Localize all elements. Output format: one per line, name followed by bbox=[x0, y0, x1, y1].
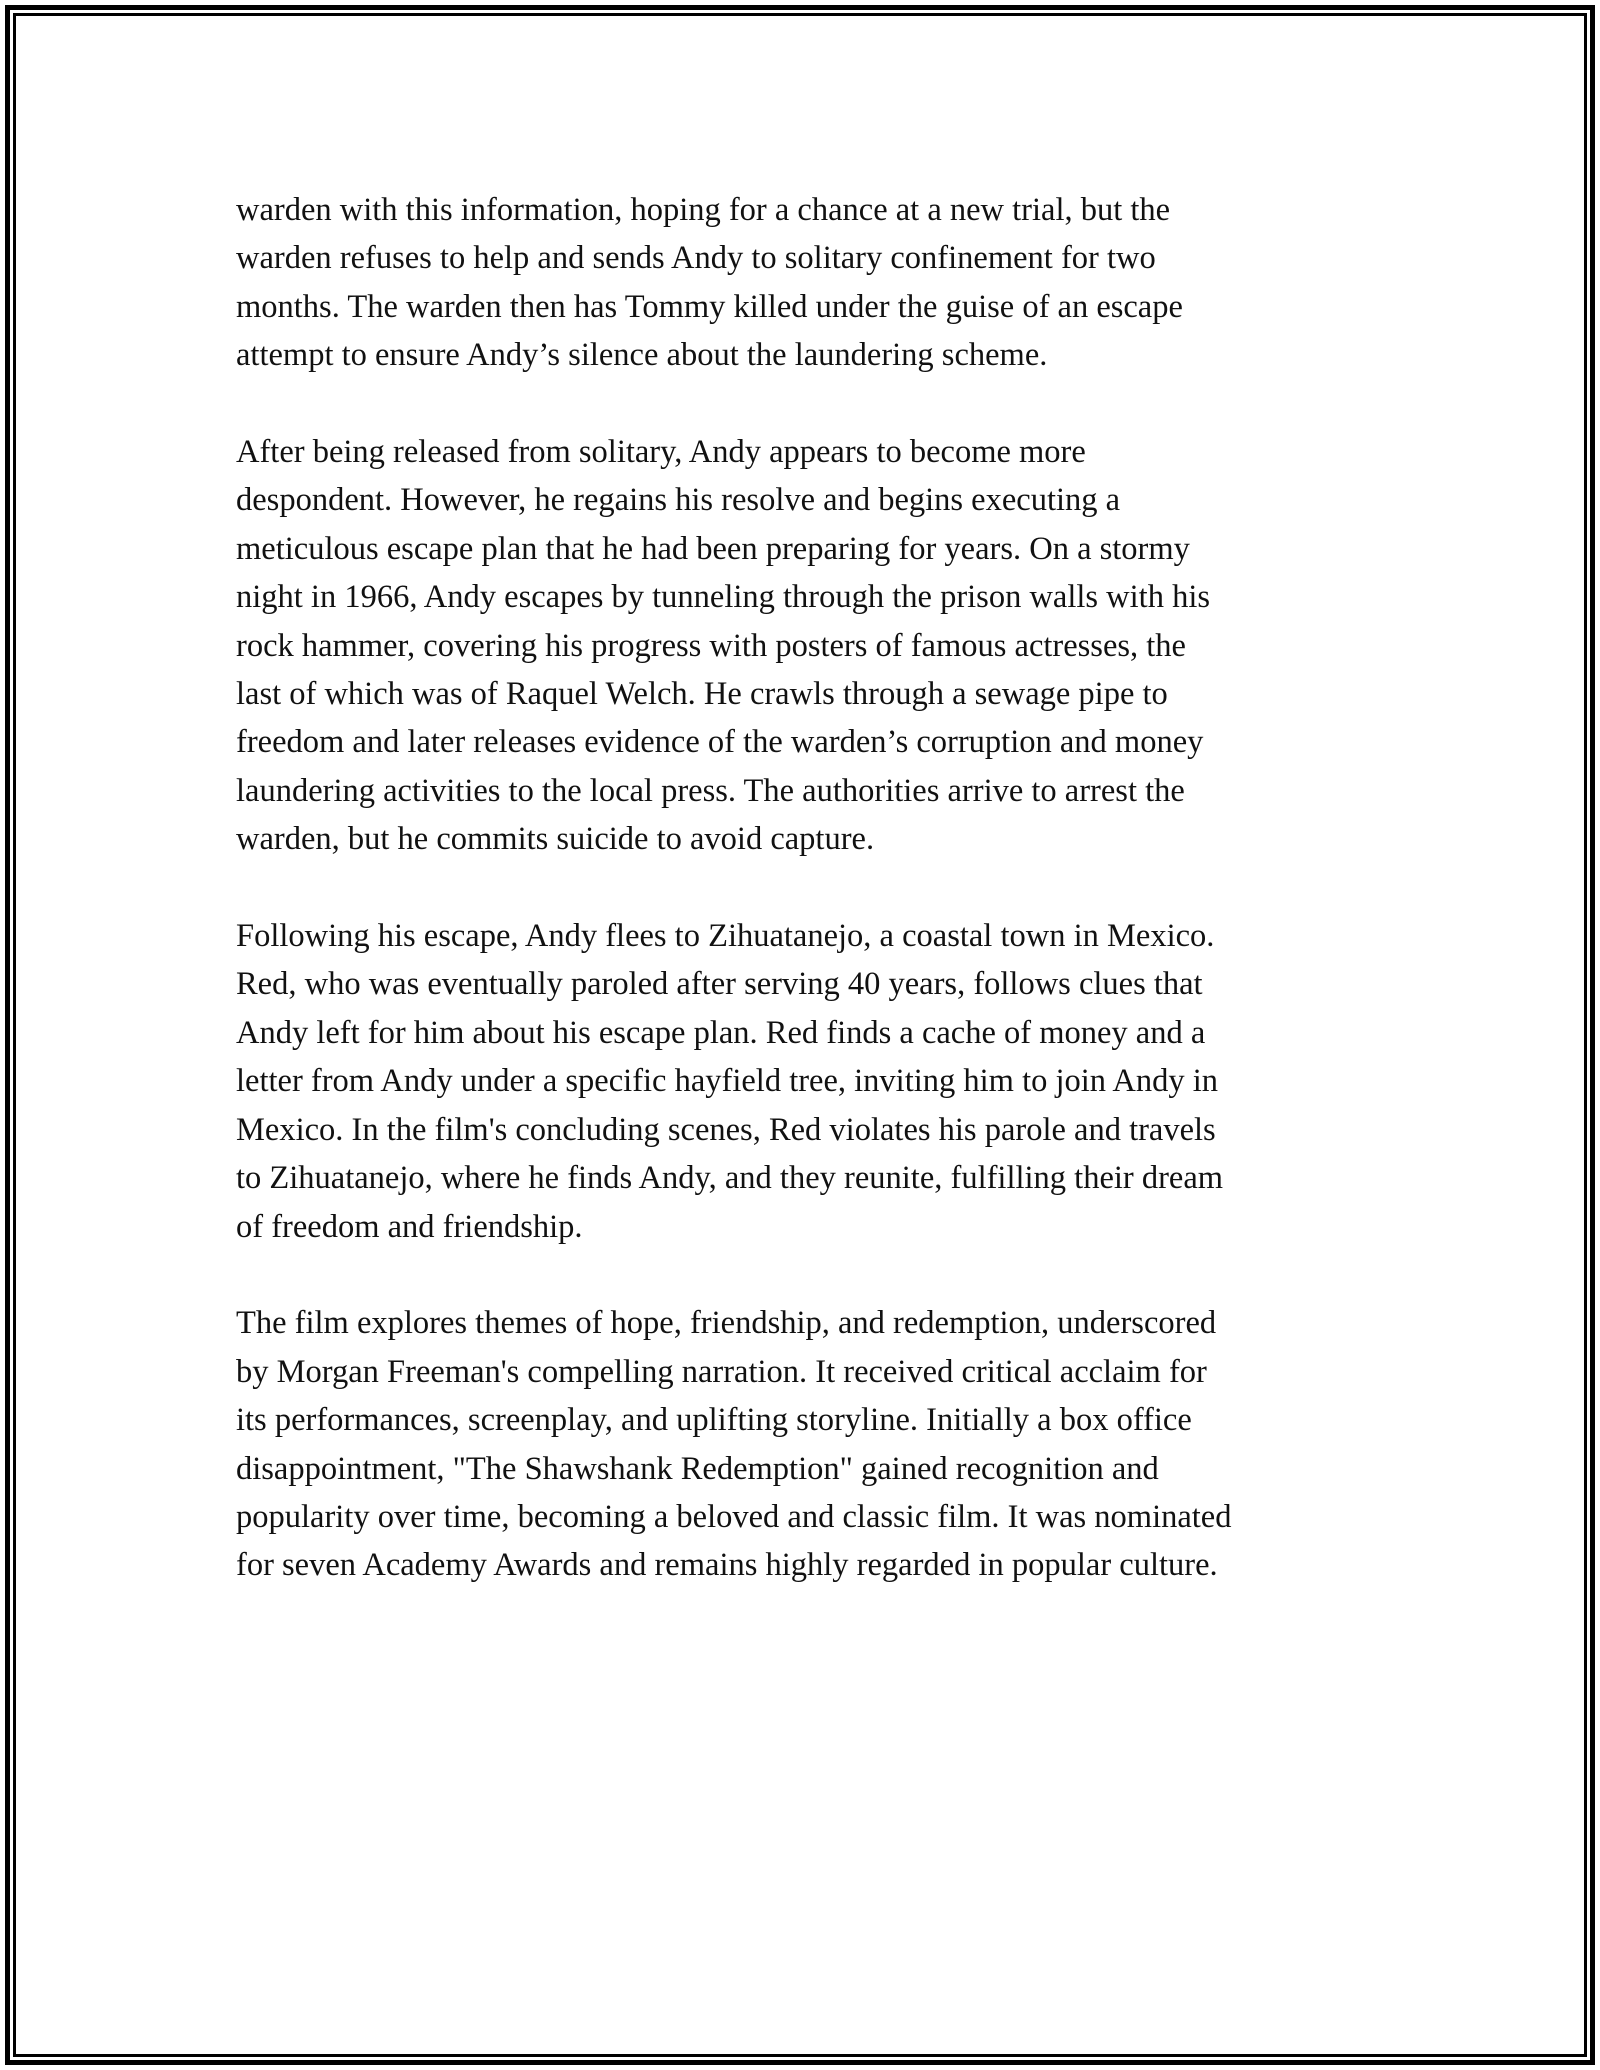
paragraph-zihuatanejo: Following his escape, Andy flees to Zihuatanejo, a coastal town in Mexico. Red, who was eventually paroled after serving 40 years, follows clues that Andy left for him about his escape plan. Red finds a cache of money and a letter from Andy under a specific hayfield tree, inviting him to join Andy in Mexico. In the film's concluding scenes, Red violates his parole and travels to Zihuatanejo, where he finds Andy, and they reunite, fulfilling their dream of freedom and friendship. bbox=[236, 918, 1224, 1245]
paragraph-letter-to-warden: warden with this information, hoping for a chance at a new trial, but the warden refuses to help and sends Andy to solitary confinement for two months. The warden then has Tommy killed under the guise of an escape attempt to ensure Andy’s silence about the laundering scheme. bbox=[236, 192, 1183, 374]
document-body bbox=[236, 186, 1366, 1638]
paragraph-escape: After being released from solitary, Andy appears to become more despondent. However, he regains his resolve and begins executing a meticulous escape plan that he had been preparing for years. On a stormy night in 1966, Andy escapes by tunneling through the prison walls with his rock hammer, covering his progress with posters of famous actresses, the last of which was of Raquel Welch. He crawls through a sewage pipe to freedom and later releases evidence of the warden’s corruption and money laundering activities to the local press. The authorities arrive to arrest the warden, but he commits suicide to avoid capture. bbox=[236, 434, 1211, 858]
paragraph-themes: The film explores themes of hope, friendship, and redemption, underscored by Morgan Freeman's compelling narration. It received critical acclaim for its performances, screenplay, and uplifting storyline. Initially a box office disappointment, "The Shawshank Redemption" gained recognition and popularity over time, becoming a beloved and classic film. It was nominated for seven Academy Awards and remains highly regarded in popular culture. bbox=[236, 1305, 1232, 1584]
